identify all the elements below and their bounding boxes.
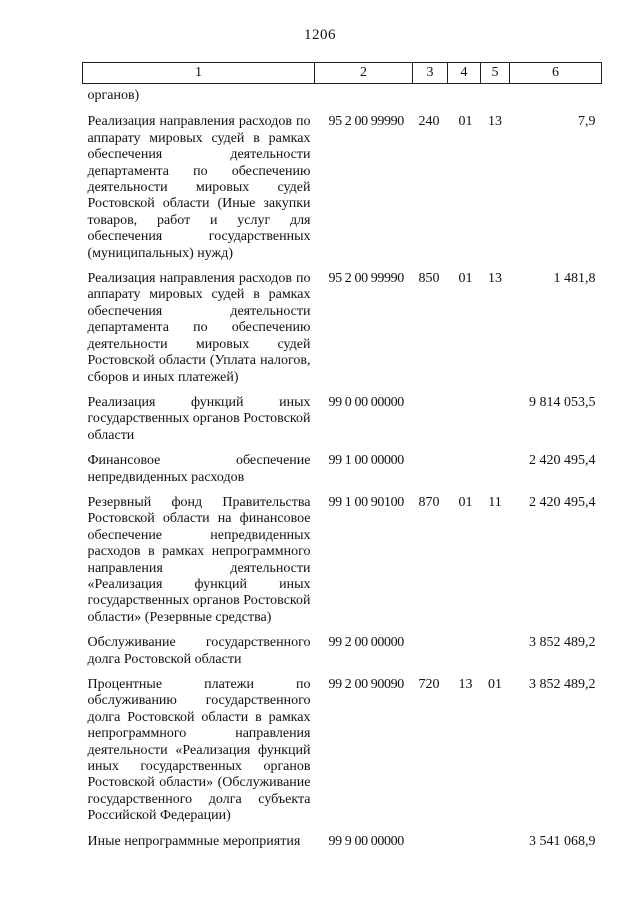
header-col-5: 5 <box>481 63 510 84</box>
row-sum <box>510 84 602 115</box>
row-vr <box>413 834 448 859</box>
row-code: 95 2 00 99990 <box>328 271 404 287</box>
row-vr: 240 <box>418 114 440 130</box>
header-col-1: 1 <box>83 63 315 84</box>
row-name: Реализация направления расходов по аппарату мировых судей в рамках обеспечения деятельности департамента по обеспечению деятельности мировых судей Ростовской области (Уплата налогов, сборов и иных платежей) <box>87 271 311 385</box>
table-row <box>83 84 602 115</box>
row-name: Процентные платежи по обслуживанию государственного долга Ростовской области в рамках непрограммного направления деятельности «Реализация функций иных государственных органов Ростовской области» (Обслуживание государственного долга субъекта Российской Федерации) <box>87 677 311 824</box>
row-rz: 01 <box>458 494 473 510</box>
row-name: Финансовое обеспечение непредвиденных расходов <box>87 453 311 485</box>
row-sum: 2 420 495,4 <box>529 453 596 469</box>
row-name: Резервный фонд Правительства Ростовской области на финансовое обеспечение непредвиденных расходов в рамках непрограммного направления деятельности «Реализация функций иных государственных органов Ростовской области» (Резервные средства) <box>87 494 311 625</box>
row-code: 99 1 00 00000 <box>328 453 404 469</box>
table-row <box>83 271 602 395</box>
budget-table <box>82 62 602 859</box>
row-pr <box>481 453 510 495</box>
row-code: 99 2 00 00000 <box>328 635 404 651</box>
row-name: органов) <box>87 88 140 103</box>
row-sum: 3 852 489,2 <box>529 635 596 651</box>
row-sum: 3 541 068,9 <box>529 833 596 849</box>
header-col-6: 6 <box>510 63 602 84</box>
page-number: 1206 <box>304 27 336 43</box>
row-pr: 11 <box>488 494 502 510</box>
row-sum: 3 852 489,2 <box>529 677 596 692</box>
row-pr <box>481 834 510 859</box>
row-name: Обслуживание государственного долга Ростовской области <box>87 635 311 667</box>
row-rz: 01 <box>458 271 473 287</box>
table-row <box>83 453 602 495</box>
row-name: Иные непрограммные мероприятия <box>87 833 301 849</box>
row-code: 99 9 00 00000 <box>328 833 404 849</box>
row-sum: 1 481,8 <box>553 271 596 287</box>
row-vr: 720 <box>418 677 440 692</box>
table-row <box>83 834 602 859</box>
row-vr: 870 <box>418 494 440 510</box>
row-sum: 2 420 495,4 <box>529 494 596 510</box>
row-sum: 9 814 053,5 <box>529 394 596 410</box>
row-name: Реализация функций иных государственных органов Ростовской области <box>87 394 311 443</box>
row-code: 95 2 00 99990 <box>328 114 404 130</box>
row-rz <box>448 453 481 495</box>
row-rz <box>448 834 481 859</box>
row-pr: 13 <box>488 114 502 130</box>
table-row <box>83 495 602 635</box>
table-row <box>83 395 602 453</box>
row-code: 99 2 00 90090 <box>328 677 404 692</box>
row-pr <box>481 84 510 115</box>
row-code: 99 1 00 90100 <box>328 494 404 510</box>
row-pr <box>481 635 510 677</box>
row-code: 99 0 00 00000 <box>328 394 404 410</box>
header-col-2: 2 <box>315 63 413 84</box>
row-pr: 01 <box>488 677 502 692</box>
row-rz <box>448 84 481 115</box>
header-col-4: 4 <box>448 63 481 84</box>
row-vr <box>413 453 448 495</box>
header-row <box>83 63 602 84</box>
row-rz: 13 <box>458 677 473 692</box>
row-pr <box>481 395 510 453</box>
row-sum: 7,9 <box>578 114 596 130</box>
header-col-3: 3 <box>413 63 448 84</box>
row-rz <box>448 395 481 453</box>
row-rz <box>448 635 481 677</box>
row-vr: 850 <box>418 271 440 287</box>
table-row <box>83 635 602 677</box>
row-code <box>315 84 413 115</box>
row-pr: 13 <box>488 271 502 287</box>
row-vr <box>413 84 448 115</box>
table-row <box>83 677 602 834</box>
row-name: Реализация направления расходов по аппарату мировых судей в рамках обеспечения деятельности департамента по обеспечению деятельности мировых судей Ростовской области (Иные закупки товаров, работ и услуг для обеспечения государственных (муниципальных) нужд) <box>87 114 311 261</box>
table-row <box>83 114 602 271</box>
row-rz: 01 <box>458 114 473 130</box>
row-vr <box>413 635 448 677</box>
row-vr <box>413 395 448 453</box>
